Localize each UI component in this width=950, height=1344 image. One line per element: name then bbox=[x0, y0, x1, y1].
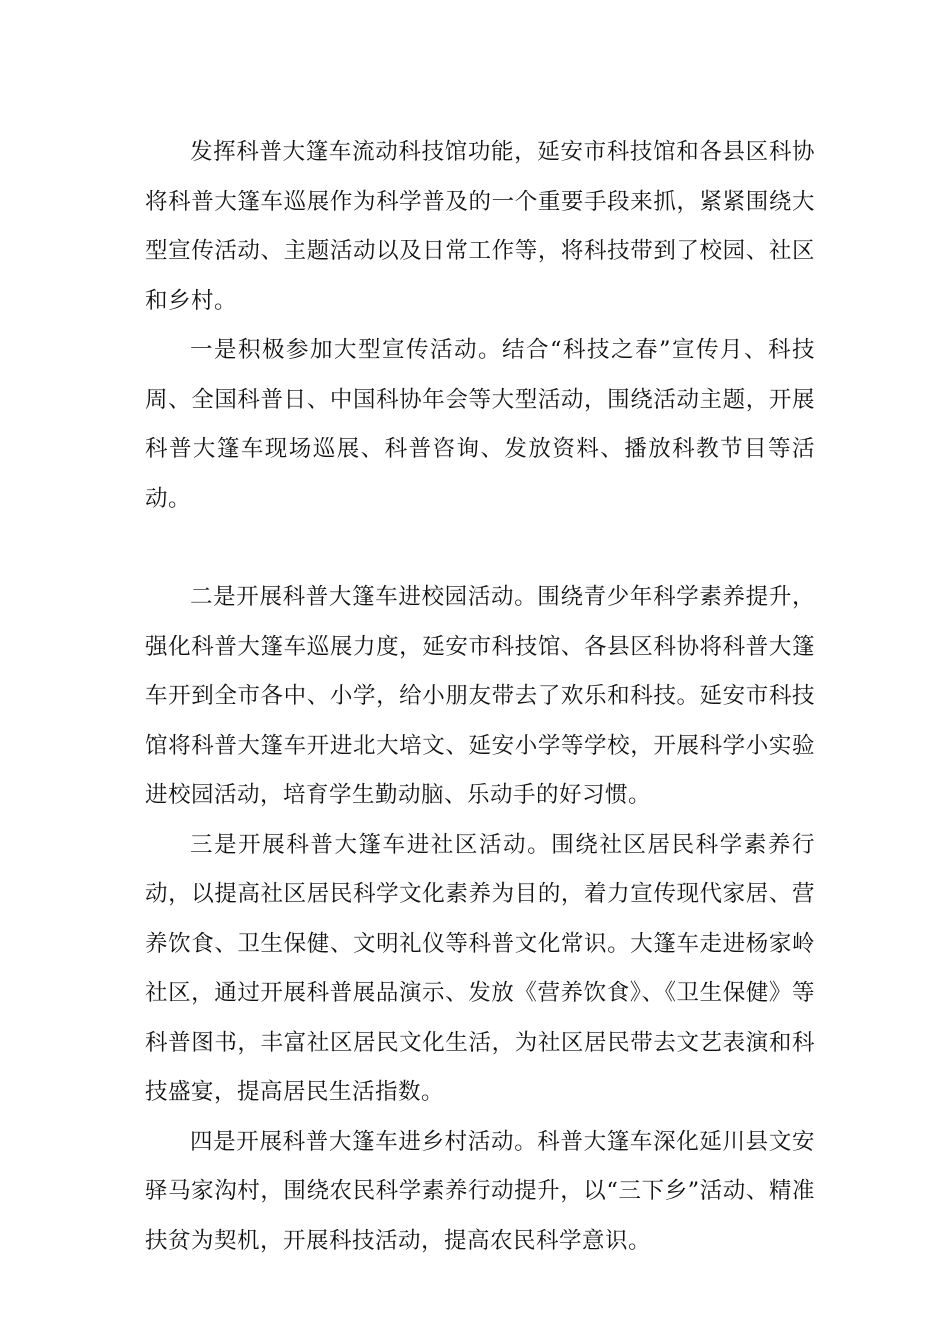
paragraph-village-activities: 四是开展科普大篷车进乡村活动。科普大篷车深化延川县文安驿马家沟村，围绕农民科学素养行动提升，以“三下乡”活动、精准扶贫为契机，开展科技活动，提高农民科学意识。 bbox=[145, 1128, 815, 1254]
paragraph-campus-activities: 二是开展科普大篷车进校园活动。围绕青少年科学素养提升，强化科普大篷车巡展力度，延安市科技馆、各县区科协将科普大篷车开到全市各中、小学，给小朋友带去了欢乐和科技。延安市科技馆将科普大篷车开进北大培文、延安小学等学校，开展科学小实验进校园活动，培育学生勤动脑、乐动手的好习惯。 bbox=[145, 584, 815, 808]
paragraph-community-activities: 三是开展科普大篷车进社区活动。围绕社区居民科学素养行动，以提高社区居民科学文化素养为目的，着力宣传现代家居、营养饮食、卫生保健、文明礼仪等科普文化常识。大篷车走进杨家岭社区，通过开展科普展品演示、发放《营养饮食》、《卫生保健》等科普图书，丰富社区居民文化生活，为社区居民带去文艺表演和科技盛宴，提高居民生活指数。 bbox=[145, 831, 815, 1105]
paragraph-publicity-activities: 一是积极参加大型宣传活动。结合“科技之春”宣传月、科技周、全国科普日、中国科协年会等大型活动，围绕活动主题，开展科普大篷车现场巡展、科普咨询、发放资料、播放科教节目等活动。 bbox=[145, 337, 815, 512]
paragraph-intro: 发挥科普大篷车流动科技馆功能，延安市科技馆和各县区科协将科普大篷车巡展作为科学普及的一个重要手段来抓，紧紧围绕大型宣传活动、主题活动以及日常工作等，将科技带到了校园、社区和乡村。 bbox=[145, 139, 815, 314]
paragraph-spacer bbox=[145, 524, 815, 573]
document-body bbox=[145, 128, 815, 1266]
